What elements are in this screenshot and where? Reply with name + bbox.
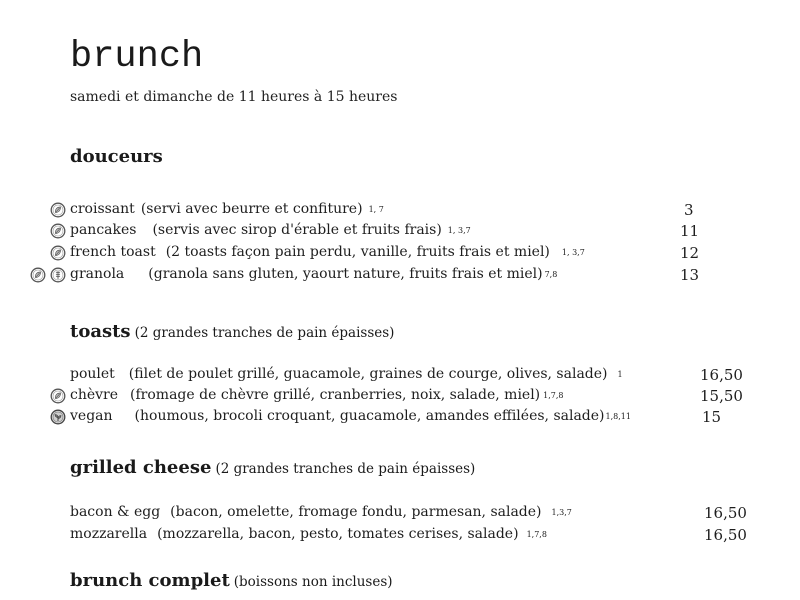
item-price: 16,50 xyxy=(704,526,747,544)
item-description: (filet de poulet grillé, guacamole, graines de courge, olives, salade) xyxy=(128,366,608,382)
item-price: 13 xyxy=(680,266,700,284)
item-name: croissant xyxy=(70,201,135,217)
vegetarian-leaf-icon xyxy=(50,223,66,239)
menu-hours: samedi et dimanche de 11 heures à 15 heures xyxy=(70,89,398,105)
item-allergens: 1 xyxy=(617,370,623,379)
section-title-douceurs xyxy=(70,146,163,167)
item-description: (servis avec sirop d'érable et fruits frais) xyxy=(152,222,442,238)
menu-item-poulet xyxy=(0,366,800,386)
item-price: 16,50 xyxy=(704,504,747,522)
item-price: 3 xyxy=(684,201,694,219)
item-allergens: 7,8 xyxy=(544,270,558,279)
vegetarian-leaf-icon xyxy=(50,202,66,218)
item-name: mozzarella xyxy=(70,526,148,542)
section-note: (2 grandes tranches de pain épaisses) xyxy=(134,325,395,341)
menu-item-pancakes xyxy=(0,222,800,242)
item-allergens: 1, 3,7 xyxy=(447,226,471,235)
vegetarian-leaf-icon xyxy=(50,388,66,404)
section-heading: grilled cheese xyxy=(70,457,212,478)
item-description: (houmous, brocoli croquant, guacamole, amandes effilées, salade) xyxy=(134,408,605,424)
menu-item-mozzarella xyxy=(0,526,800,546)
gluten-free-wheat-icon xyxy=(50,267,66,283)
section-title-toasts xyxy=(70,321,394,342)
vegetarian-leaf-icon xyxy=(30,267,46,283)
item-name: pancakes xyxy=(70,222,137,238)
vegetarian-leaf-icon xyxy=(50,245,66,261)
item-price: 15,50 xyxy=(700,387,743,405)
section-heading: brunch complet xyxy=(70,570,230,591)
section-heading: douceurs xyxy=(70,146,163,167)
item-price: 11 xyxy=(680,222,700,240)
item-allergens: 1, 7 xyxy=(368,205,384,214)
item-description: (mozzarella, bacon, pesto, tomates cerises, salade) xyxy=(157,526,519,542)
section-note: (2 grandes tranches de pain épaisses) xyxy=(215,461,476,477)
item-name: vegan xyxy=(70,408,113,424)
item-description: (bacon, omelette, fromage fondu, parmesan, salade) xyxy=(170,504,542,520)
item-allergens: 1,3,7 xyxy=(551,508,572,517)
item-name: bacon & egg xyxy=(70,504,161,520)
menu-item-croissant xyxy=(0,201,800,221)
item-allergens: 1, 3,7 xyxy=(561,248,585,257)
item-allergens: 1,8,11 xyxy=(605,412,631,421)
item-name: french toast xyxy=(70,244,156,260)
menu-item-french-toast xyxy=(0,244,800,264)
menu-item-granola xyxy=(0,266,800,286)
item-name: chèvre xyxy=(70,387,119,403)
section-title-grilled-cheese xyxy=(70,457,475,478)
item-name: poulet xyxy=(70,366,115,382)
menu-item-chevre xyxy=(0,387,800,407)
item-allergens: 1,7,8 xyxy=(526,530,547,539)
item-description: (servi avec beurre et confiture) xyxy=(140,201,363,217)
vegan-plant-icon xyxy=(50,409,66,425)
menu-item-vegan xyxy=(0,408,800,428)
item-description: (fromage de chèvre grillé, cranberries, noix, salade, miel) xyxy=(130,387,541,403)
menu-item-bacon-egg xyxy=(0,504,800,524)
section-heading: toasts xyxy=(70,321,131,342)
item-price: 15 xyxy=(702,408,722,426)
item-name: granola xyxy=(70,266,125,282)
item-price: 16,50 xyxy=(700,366,743,384)
item-description: (2 toasts façon pain perdu, vanille, fruits frais et miel) xyxy=(165,244,550,260)
menu-title: brunch xyxy=(70,36,204,78)
section-title-brunch-complet xyxy=(70,570,393,591)
item-description: (granola sans gluten, yaourt nature, fruits frais et miel) xyxy=(148,266,543,282)
section-note: (boissons non incluses) xyxy=(233,574,393,590)
item-price: 12 xyxy=(680,244,700,262)
item-allergens: 1,7,8 xyxy=(543,391,564,400)
